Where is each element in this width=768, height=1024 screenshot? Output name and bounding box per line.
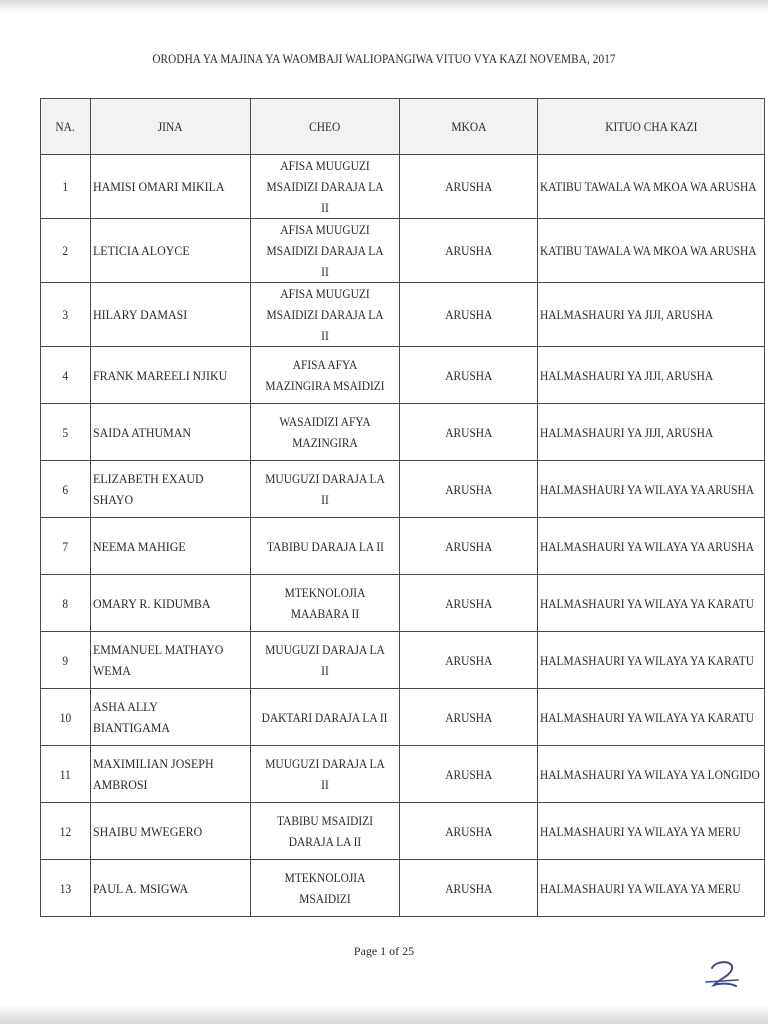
cell-na: 12 xyxy=(41,803,91,860)
cell-mkoa: ARUSHA xyxy=(400,803,538,860)
cell-cheo: AFISA AFYA MAZINGIRA MSAIDIZI xyxy=(251,347,400,404)
cell-kituo: HALMASHAURI YA WILAYA YA ARUSHA xyxy=(538,461,765,518)
cell-mkoa: ARUSHA xyxy=(400,404,538,461)
cell-na: 5 xyxy=(41,404,91,461)
cell-kituo: HALMASHAURI YA JIJI, ARUSHA xyxy=(538,347,765,404)
header-na: NA. xyxy=(41,99,91,155)
cell-jina: ELIZABETH EXAUD SHAYO xyxy=(91,461,251,518)
cell-kituo: HALMASHAURI YA WILAYA YA MERU xyxy=(538,860,765,917)
scan-edge-top xyxy=(0,0,768,14)
cell-kituo: HALMASHAURI YA WILAYA YA KARATU xyxy=(538,689,765,746)
cell-na: 13 xyxy=(41,860,91,917)
cell-cheo: TABIBU MSAIDIZI DARAJA LA II xyxy=(251,803,400,860)
cell-jina: ASHA ALLY BIANTIGAMA xyxy=(91,689,251,746)
cell-cheo: AFISA MUUGUZI MSAIDIZI DARAJA LA II xyxy=(251,155,400,219)
cell-cheo: TABIBU DARAJA LA II xyxy=(251,518,400,575)
cell-na: 9 xyxy=(41,632,91,689)
cell-cheo: AFISA MUUGUZI MSAIDIZI DARAJA LA II xyxy=(251,283,400,347)
table-row xyxy=(41,632,765,689)
table-row xyxy=(41,404,765,461)
table-row xyxy=(41,283,765,347)
table-row xyxy=(41,746,765,803)
table-row xyxy=(41,461,765,518)
cell-kituo: HALMASHAURI YA WILAYA YA ARUSHA xyxy=(538,518,765,575)
table-row xyxy=(41,803,765,860)
cell-jina: NEEMA MAHIGE xyxy=(91,518,251,575)
cell-na: 8 xyxy=(41,575,91,632)
cell-cheo: MTEKNOLOJIA MSAIDIZI xyxy=(251,860,400,917)
cell-na: 10 xyxy=(41,689,91,746)
cell-na: 11 xyxy=(41,746,91,803)
cell-mkoa: ARUSHA xyxy=(400,575,538,632)
cell-kituo: HALMASHAURI YA WILAYA YA MERU xyxy=(538,803,765,860)
cell-jina: EMMANUEL MATHAYO WEMA xyxy=(91,632,251,689)
cell-mkoa: ARUSHA xyxy=(400,860,538,917)
scan-edge-bottom xyxy=(0,1004,768,1024)
cell-mkoa: ARUSHA xyxy=(400,461,538,518)
cell-na: 6 xyxy=(41,461,91,518)
cell-kituo: HALMASHAURI YA JIJI, ARUSHA xyxy=(538,404,765,461)
cell-jina: LETICIA ALOYCE xyxy=(91,219,251,283)
cell-mkoa: ARUSHA xyxy=(400,347,538,404)
cell-mkoa: ARUSHA xyxy=(400,283,538,347)
cell-mkoa: ARUSHA xyxy=(400,689,538,746)
cell-cheo: MUUGUZI DARAJA LA II xyxy=(251,461,400,518)
header-jina: JINA xyxy=(91,99,251,155)
header-kituo: KITUO CHA KAZI xyxy=(538,99,765,155)
table-row xyxy=(41,518,765,575)
cell-na: 7 xyxy=(41,518,91,575)
cell-kituo: HALMASHAURI YA WILAYA YA KARATU xyxy=(538,632,765,689)
table-row xyxy=(41,155,765,219)
cell-kituo: HALMASHAURI YA WILAYA YA KARATU xyxy=(538,575,765,632)
cell-na: 1 xyxy=(41,155,91,219)
page-number: Page 1 of 25 xyxy=(353,944,415,958)
cell-cheo: MTEKNOLOJIA MAABARA II xyxy=(251,575,400,632)
table-row xyxy=(41,219,765,283)
cell-kituo: HALMASHAURI YA WILAYA YA LONGIDO xyxy=(538,746,765,803)
table-row xyxy=(41,575,765,632)
table-body xyxy=(41,155,765,917)
cell-mkoa: ARUSHA xyxy=(400,632,538,689)
document-title: ORODHA YA MAJINA YA WAOMBAJI WALIOPANGIWA VITUO VYA KAZI NOVEMBA, 2017 xyxy=(152,52,616,66)
cell-na: 3 xyxy=(41,283,91,347)
handwritten-page-mark xyxy=(700,958,746,998)
cell-jina: SAIDA ATHUMAN xyxy=(91,404,251,461)
cell-cheo: WASAIDIZI AFYA MAZINGIRA xyxy=(251,404,400,461)
table-row xyxy=(41,689,765,746)
table-row xyxy=(41,860,765,917)
cell-jina: OMARY R. KIDUMBA xyxy=(91,575,251,632)
cell-cheo: DAKTARI DARAJA LA II xyxy=(251,689,400,746)
cell-mkoa: ARUSHA xyxy=(400,219,538,283)
cell-kituo: KATIBU TAWALA WA MKOA WA ARUSHA xyxy=(538,219,765,283)
header-mkoa: MKOA xyxy=(400,99,538,155)
cell-na: 2 xyxy=(41,219,91,283)
cell-cheo: MUUGUZI DARAJA LA II xyxy=(251,746,400,803)
cell-jina: SHAIBU MWEGERO xyxy=(91,803,251,860)
cell-jina: FRANK MAREELI NJIKU xyxy=(91,347,251,404)
applicants-table xyxy=(40,98,765,917)
cell-jina: PAUL A. MSIGWA xyxy=(91,860,251,917)
table-row xyxy=(41,347,765,404)
cell-cheo: AFISA MUUGUZI MSAIDIZI DARAJA LA II xyxy=(251,219,400,283)
table-header-row xyxy=(41,99,765,155)
cell-na: 4 xyxy=(41,347,91,404)
cell-jina: HAMISI OMARI MIKILA xyxy=(91,155,251,219)
cell-mkoa: ARUSHA xyxy=(400,746,538,803)
cell-mkoa: ARUSHA xyxy=(400,155,538,219)
cell-mkoa: ARUSHA xyxy=(400,518,538,575)
cell-jina: MAXIMILIAN JOSEPH AMBROSI xyxy=(91,746,251,803)
cell-jina: HILARY DAMASI xyxy=(91,283,251,347)
cell-cheo: MUUGUZI DARAJA LA II xyxy=(251,632,400,689)
cell-kituo: HALMASHAURI YA JIJI, ARUSHA xyxy=(538,283,765,347)
cell-kituo: KATIBU TAWALA WA MKOA WA ARUSHA xyxy=(538,155,765,219)
header-cheo: CHEO xyxy=(251,99,400,155)
